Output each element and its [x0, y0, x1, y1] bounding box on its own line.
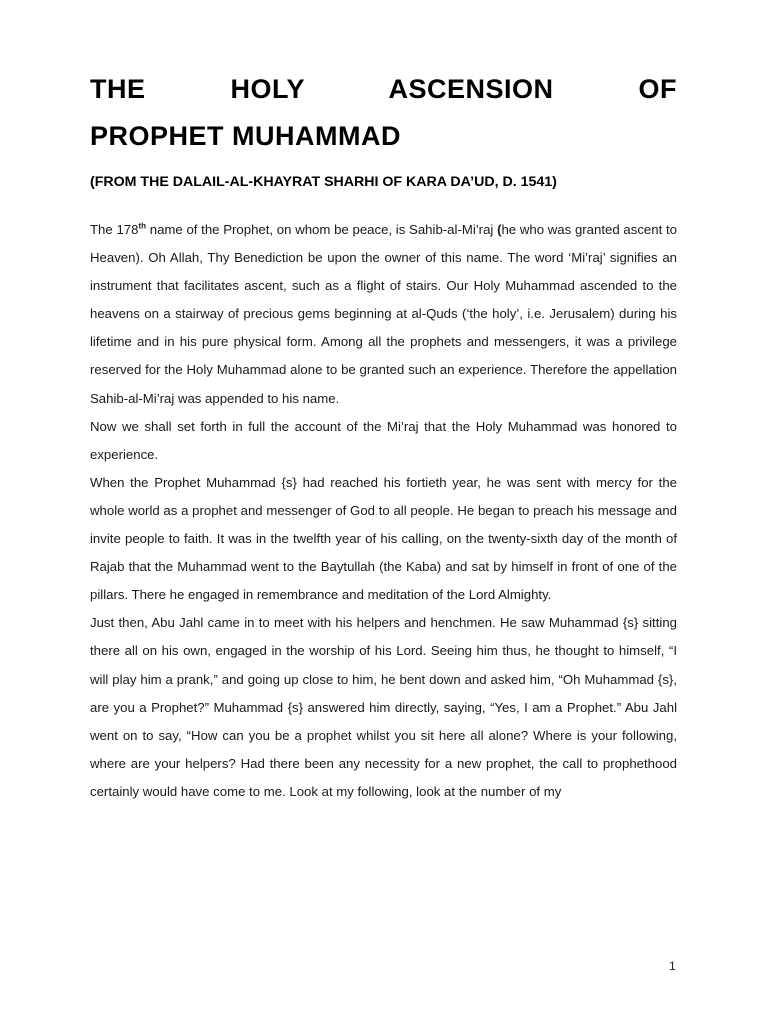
page-number: 1: [669, 959, 676, 973]
title-word-ascension: ASCENSION: [388, 74, 554, 104]
document-page: [90, 0, 677, 1024]
title-word-the: THE: [90, 74, 146, 104]
paragraph-3: When the Prophet Muhammad {s} had reached his fortieth year, he was sent with mercy for the whole world as a prophet and messenger of God to all people. He began to preach his message and invite people to faith. It was in the twelfth year of his calling, on the twenty-sixth day of the month of Rajab that the Muhammad went to the Baytullah (the Kaba) and sat by himself in front of one of the pillars. There he engaged in remembrance and meditation of the Lord Almighty.: [90, 474, 677, 603]
title-word-of: OF: [638, 74, 677, 104]
title-line-2: PROPHET MUHAMMAD: [90, 121, 401, 151]
paragraph-2: Now we shall set forth in full the account of the Mi’raj that the Holy Muhammad was honored to experience.: [90, 418, 677, 462]
ordinal-suffix: th: [138, 221, 147, 231]
body-text: [90, 216, 677, 806]
p1-start: The 178: [90, 222, 139, 237]
paragraph-4: Just then, Abu Jahl came in to meet with his helpers and henchmen. He saw Muhammad {s} sitting there all on his own, engaged in the worship of his Lord. Seeing him thus, he thought to himself, “I will play him a prank,” and going up close to him, he bent down and asked him, “Oh Muhammad {s}, are you a Prophet?” Muhammad {s} answered him directly, saying, “Yes, I am a Prophet.” Abu Jahl went on to say, “How can you be a prophet whilst you sit here all alone? Where is your following, where are your helpers? Had there been any necessity for a new prophet, the call to prophethood certainly would have come to me. Look at my following, look at the number of my: [90, 615, 677, 799]
title-line-1: [90, 71, 677, 108]
bold-parenthesis: (: [497, 222, 502, 237]
p1-rest: he who was granted ascent to Heaven). Oh Allah, Thy Benediction be upon the owner of this name. The word ‘Mi’raj’ signifies an instrument that facilitates ascent, such as a flight of stairs. Our Holy Muhammad ascended to the heavens on a stairway of precious gems beginning at al-Quds (‘the holy’, i.e. Jerusalem) during his lifetime and in his pure physical form. Among all the prophets and messengers, it was a privilege reserved for the Holy Muhammad alone to be granted such an experience. Therefore the appellation Sahib-al-Mi’raj was appended to his name.: [90, 222, 677, 406]
paragraph-1: [90, 216, 677, 413]
document-subtitle: (FROM THE DALAIL-AL-KHAYRAT SHARHI OF KARA DA’UD, D. 1541): [90, 174, 557, 190]
p1-middle: name of the Prophet, on whom be peace, is Sahib-al-Mi’raj: [146, 222, 498, 237]
title-word-holy: HOLY: [230, 74, 305, 104]
